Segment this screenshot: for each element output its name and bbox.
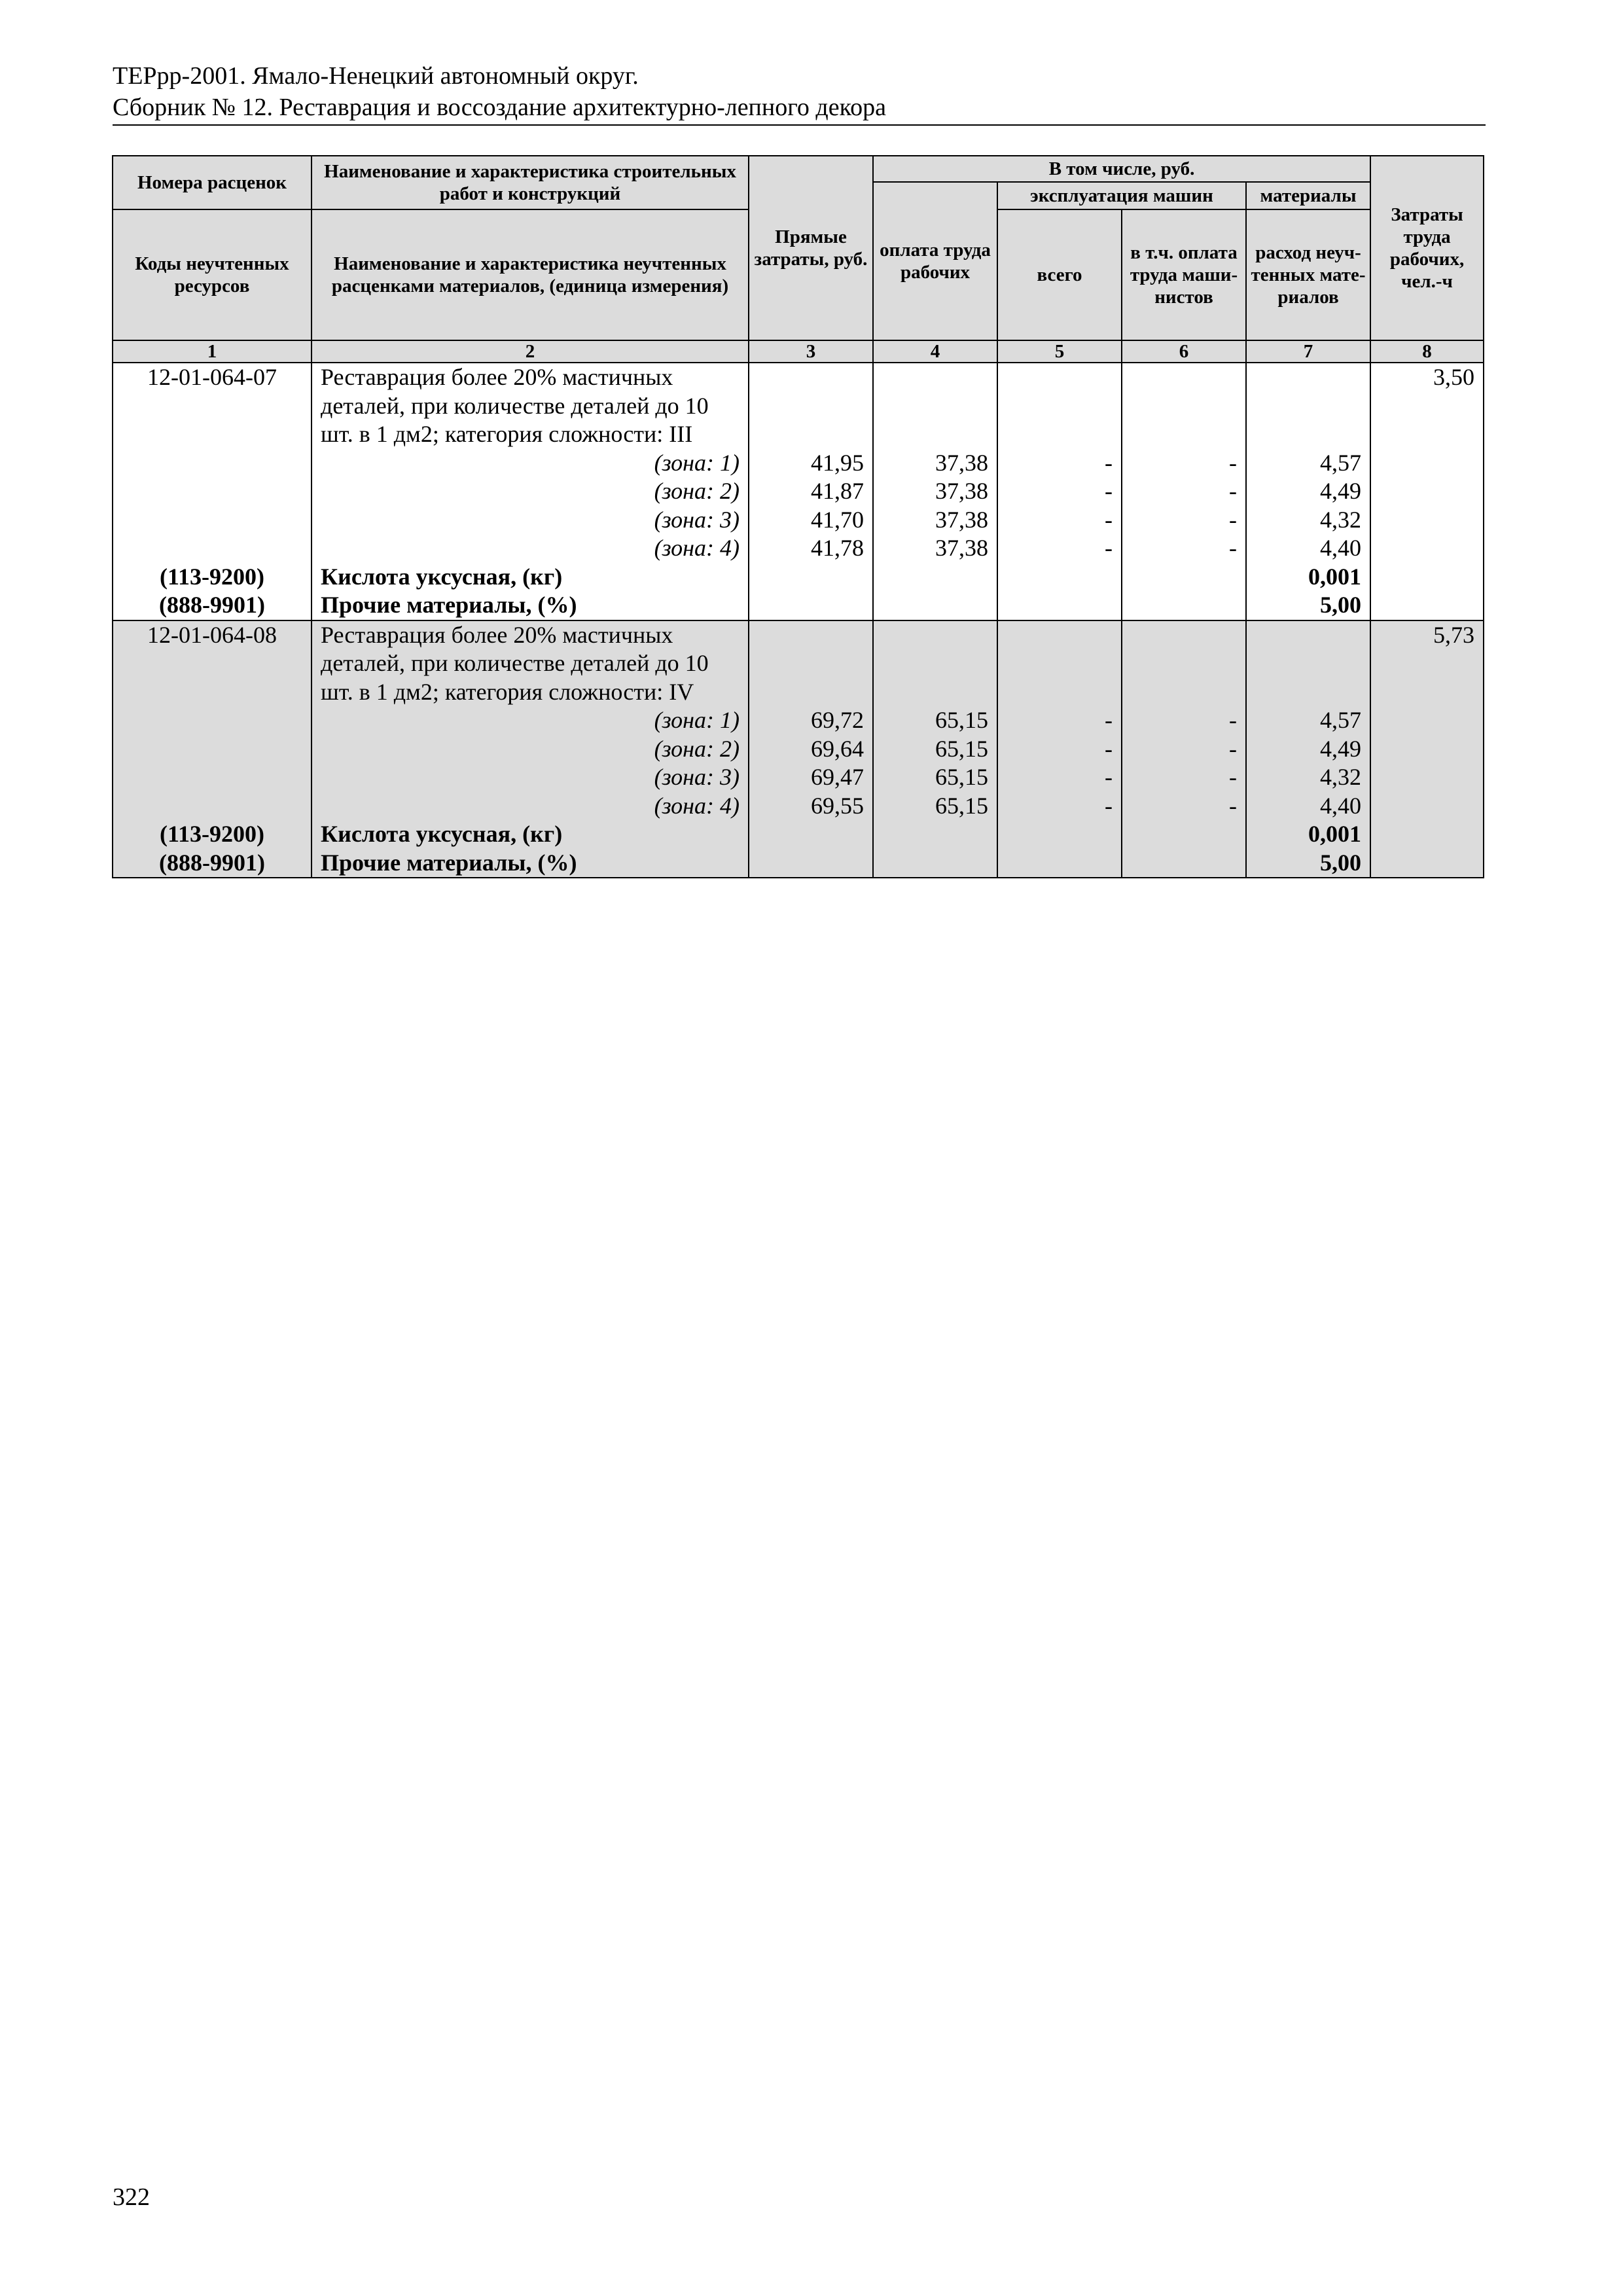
worker-wages: 65,15 xyxy=(873,735,997,764)
rate-code: 12-01-064-07 xyxy=(113,363,312,392)
materials-cost: 4,49 xyxy=(1246,477,1370,506)
worker-wages: 37,38 xyxy=(873,534,997,563)
machines-total: - xyxy=(997,477,1122,506)
empty-cell xyxy=(997,563,1122,592)
empty-cell xyxy=(113,735,312,764)
rate-code xyxy=(113,649,312,678)
materials-cost: 4,57 xyxy=(1246,706,1370,735)
rate-description-line: деталей, при количестве деталей до 10 xyxy=(312,649,749,678)
zone-row xyxy=(113,792,1484,821)
machines-total: - xyxy=(997,735,1122,764)
resource-code: (113-9200) xyxy=(113,563,312,592)
empty-cell xyxy=(873,392,997,421)
column-number: 2 xyxy=(312,340,749,363)
empty-cell xyxy=(997,363,1122,392)
zone-label: (зона: 4) xyxy=(312,792,749,821)
resource-row xyxy=(113,591,1484,620)
machinist-wages: - xyxy=(1122,792,1246,821)
rate-description-line: Реставрация более 20% мастичных xyxy=(312,363,749,392)
zone-label: (зона: 1) xyxy=(312,449,749,478)
empty-cell xyxy=(749,620,873,650)
worker-wages: 37,38 xyxy=(873,449,997,478)
machinist-wages: - xyxy=(1122,534,1246,563)
empty-cell xyxy=(1122,392,1246,421)
empty-cell xyxy=(873,649,997,678)
resource-code: (888-9901) xyxy=(113,591,312,620)
materials-cost: 4,49 xyxy=(1246,735,1370,764)
rate-code xyxy=(113,392,312,421)
zone-row xyxy=(113,449,1484,478)
machinist-wages: - xyxy=(1122,449,1246,478)
empty-cell xyxy=(1370,763,1484,792)
resource-code: (888-9901) xyxy=(113,849,312,878)
rate-description-line: Реставрация более 20% мастичных xyxy=(312,620,749,650)
empty-cell xyxy=(113,763,312,792)
empty-cell xyxy=(873,563,997,592)
empty-cell xyxy=(1122,820,1246,849)
empty-cell xyxy=(1122,420,1246,449)
empty-cell xyxy=(997,649,1122,678)
materials-cost: 4,57 xyxy=(1246,449,1370,478)
empty-cell xyxy=(1370,477,1484,506)
empty-cell xyxy=(113,706,312,735)
header-machinist-wages: в т.ч. оплата труда маши-нистов xyxy=(1122,209,1246,340)
column-numbers-row xyxy=(113,340,1484,363)
rate-code xyxy=(113,420,312,449)
empty-cell xyxy=(873,849,997,878)
header-name-top: Наименование и характеристика строительных работ и конструкций xyxy=(312,156,749,209)
empty-cell xyxy=(1246,392,1370,421)
labor-cost xyxy=(1370,392,1484,421)
empty-cell xyxy=(1122,649,1246,678)
machines-total: - xyxy=(997,449,1122,478)
empty-cell xyxy=(113,449,312,478)
zone-label: (зона: 1) xyxy=(312,706,749,735)
labor-cost xyxy=(1370,420,1484,449)
empty-cell xyxy=(749,649,873,678)
header-name-bottom: Наименование и характеристика неучтенных расценками материалов, (единица измерения) xyxy=(312,209,749,340)
column-number: 6 xyxy=(1122,340,1246,363)
empty-cell xyxy=(1122,363,1246,392)
empty-cell xyxy=(749,820,873,849)
header-machines-total: всего xyxy=(997,209,1122,340)
empty-cell xyxy=(997,392,1122,421)
column-number: 3 xyxy=(749,340,873,363)
empty-cell xyxy=(1370,706,1484,735)
empty-cell xyxy=(873,591,997,620)
empty-cell xyxy=(873,820,997,849)
empty-cell xyxy=(1122,591,1246,620)
empty-cell xyxy=(749,678,873,707)
direct-cost: 41,78 xyxy=(749,534,873,563)
empty-cell xyxy=(873,620,997,650)
column-number: 1 xyxy=(113,340,312,363)
resource-quantity: 5,00 xyxy=(1246,849,1370,878)
header-direct-costs: Прямые затраты, руб. xyxy=(749,156,873,340)
zone-label: (зона: 2) xyxy=(312,735,749,764)
empty-cell xyxy=(1370,506,1484,535)
zone-label: (зона: 4) xyxy=(312,534,749,563)
worker-wages: 37,38 xyxy=(873,506,997,535)
machines-total: - xyxy=(997,763,1122,792)
zone-row xyxy=(113,506,1484,535)
empty-cell xyxy=(749,563,873,592)
resource-quantity: 0,001 xyxy=(1246,820,1370,849)
resource-code: (113-9200) xyxy=(113,820,312,849)
machines-total: - xyxy=(997,706,1122,735)
header-divider xyxy=(113,124,1486,126)
rate-description-row xyxy=(113,678,1484,707)
direct-cost: 69,72 xyxy=(749,706,873,735)
direct-cost: 41,70 xyxy=(749,506,873,535)
worker-wages: 65,15 xyxy=(873,792,997,821)
empty-cell xyxy=(113,506,312,535)
empty-cell xyxy=(749,363,873,392)
header-labor-costs: Затраты труда рабочих, чел.-ч xyxy=(1370,156,1484,340)
rate-code xyxy=(113,678,312,707)
machinist-wages: - xyxy=(1122,506,1246,535)
labor-cost: 3,50 xyxy=(1370,363,1484,392)
empty-cell xyxy=(1370,792,1484,821)
direct-cost: 69,47 xyxy=(749,763,873,792)
empty-cell xyxy=(1370,534,1484,563)
rate-code: 12-01-064-08 xyxy=(113,620,312,650)
zone-row xyxy=(113,763,1484,792)
page-number: 322 xyxy=(113,2183,150,2211)
rate-description-row xyxy=(113,620,1484,650)
empty-cell xyxy=(873,678,997,707)
direct-cost: 41,87 xyxy=(749,477,873,506)
empty-cell xyxy=(1370,849,1484,878)
rates-table xyxy=(112,155,1484,878)
column-number: 7 xyxy=(1246,340,1370,363)
empty-cell xyxy=(1122,563,1246,592)
empty-cell xyxy=(997,420,1122,449)
empty-cell xyxy=(1246,363,1370,392)
machinist-wages: - xyxy=(1122,706,1246,735)
materials-cost: 4,40 xyxy=(1246,534,1370,563)
direct-cost: 69,64 xyxy=(749,735,873,764)
resource-row xyxy=(113,563,1484,592)
rates-body xyxy=(113,363,1484,878)
worker-wages: 65,15 xyxy=(873,706,997,735)
machinist-wages: - xyxy=(1122,735,1246,764)
direct-cost: 41,95 xyxy=(749,449,873,478)
header-including: В том числе, руб. xyxy=(873,156,1370,182)
labor-cost: 5,73 xyxy=(1370,620,1484,650)
header-materials: материалы xyxy=(1246,182,1370,209)
empty-cell xyxy=(113,477,312,506)
machines-total: - xyxy=(997,792,1122,821)
header-worker-wages: оплата труда рабочих xyxy=(873,182,997,340)
empty-cell xyxy=(1246,649,1370,678)
empty-cell xyxy=(749,392,873,421)
empty-cell xyxy=(1122,849,1246,878)
labor-cost xyxy=(1370,649,1484,678)
direct-cost: 69,55 xyxy=(749,792,873,821)
zone-row xyxy=(113,735,1484,764)
worker-wages: 37,38 xyxy=(873,477,997,506)
labor-cost xyxy=(1370,678,1484,707)
machinist-wages: - xyxy=(1122,763,1246,792)
empty-cell xyxy=(1370,735,1484,764)
worker-wages: 65,15 xyxy=(873,763,997,792)
zone-label: (зона: 3) xyxy=(312,506,749,535)
empty-cell xyxy=(113,534,312,563)
rate-description-line: деталей, при количестве деталей до 10 xyxy=(312,392,749,421)
empty-cell xyxy=(113,792,312,821)
empty-cell xyxy=(997,820,1122,849)
resource-row xyxy=(113,849,1484,878)
resource-name: Кислота уксусная, (кг) xyxy=(312,820,749,849)
empty-cell xyxy=(749,591,873,620)
materials-cost: 4,40 xyxy=(1246,792,1370,821)
column-number: 4 xyxy=(873,340,997,363)
empty-cell xyxy=(997,678,1122,707)
resource-quantity: 0,001 xyxy=(1246,563,1370,592)
empty-cell xyxy=(1246,678,1370,707)
empty-cell xyxy=(873,420,997,449)
resource-quantity: 5,00 xyxy=(1246,591,1370,620)
empty-cell xyxy=(1370,563,1484,592)
empty-cell xyxy=(1370,820,1484,849)
rate-description-row xyxy=(113,649,1484,678)
rate-description-row xyxy=(113,420,1484,449)
zone-label: (зона: 3) xyxy=(312,763,749,792)
empty-cell xyxy=(997,849,1122,878)
column-number: 5 xyxy=(997,340,1122,363)
rate-description-row xyxy=(113,392,1484,421)
empty-cell xyxy=(1122,620,1246,650)
column-number: 8 xyxy=(1370,340,1484,363)
page-header xyxy=(113,60,1486,123)
empty-cell xyxy=(1370,449,1484,478)
resource-name: Кислота уксусная, (кг) xyxy=(312,563,749,592)
machines-total: - xyxy=(997,506,1122,535)
machines-total: - xyxy=(997,534,1122,563)
empty-cell xyxy=(1122,678,1246,707)
empty-cell xyxy=(1246,420,1370,449)
empty-cell xyxy=(749,849,873,878)
zone-row xyxy=(113,477,1484,506)
resource-row xyxy=(113,820,1484,849)
rate-description-line: шт. в 1 дм2; категория сложности: III xyxy=(312,420,749,449)
header-codes-top: Номера расценок xyxy=(113,156,312,209)
zone-row xyxy=(113,534,1484,563)
materials-cost: 4,32 xyxy=(1246,763,1370,792)
header-codes-bottom: Коды неучтенных ресурсов xyxy=(113,209,312,340)
materials-cost: 4,32 xyxy=(1246,506,1370,535)
zone-label: (зона: 2) xyxy=(312,477,749,506)
empty-cell xyxy=(1370,591,1484,620)
empty-cell xyxy=(1246,620,1370,650)
collection-title: ТЕРрр-2001. Ямало-Ненецкий автономный округ. xyxy=(113,62,639,90)
empty-cell xyxy=(997,591,1122,620)
section-title: Сборник № 12. Реставрация и воссоздание архитектурно-лепного декора xyxy=(113,94,886,121)
empty-cell xyxy=(749,420,873,449)
zone-row xyxy=(113,706,1484,735)
header-materials-consumption: расход неуч-тенных мате-риалов xyxy=(1246,209,1370,340)
resource-name: Прочие материалы, (%) xyxy=(312,849,749,878)
empty-cell xyxy=(997,620,1122,650)
empty-cell xyxy=(873,363,997,392)
rate-description-line: шт. в 1 дм2; категория сложности: IV xyxy=(312,678,749,707)
rate-description-row xyxy=(113,363,1484,392)
header-machines: эксплуатация машин xyxy=(997,182,1246,209)
machinist-wages: - xyxy=(1122,477,1246,506)
resource-name: Прочие материалы, (%) xyxy=(312,591,749,620)
